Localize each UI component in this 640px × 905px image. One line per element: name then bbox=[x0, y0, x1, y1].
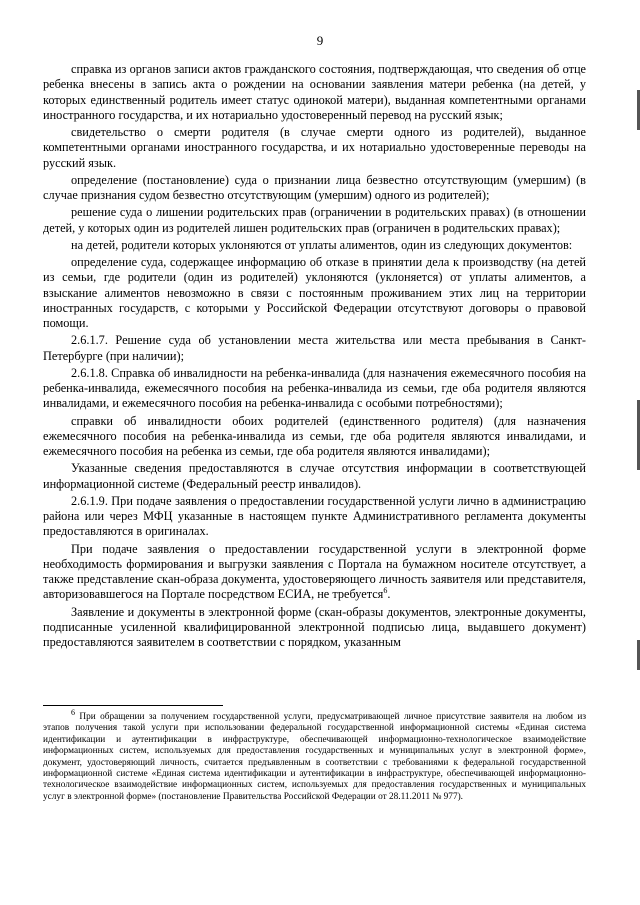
paragraph-text: При подаче заявления о предоставлении государственной услуги в электронной форме необходимость формирования и выгрузки заявления с Портала на бумажном носителе отсутствует, а также представление скан-образа документа, удостоверяющего личность заявителя или представителя, авторизовавшегося на Портале посредством ЕСИА, не требуется bbox=[43, 541, 586, 602]
paragraph: справки об инвалидности обоих родителей (единственного родителя) (для назначения ежемесячного пособия на ребенка-инвалида из семьи, где оба родителя являются инвалидами, и ежемесячного пособия на ребенка из семьи, где оба родителя являются инвалидами); bbox=[43, 413, 586, 458]
paragraph: на детей, родители которых уклоняются от уплаты алиментов, один из следующих документов: bbox=[71, 237, 573, 252]
paragraph: Указанные сведения предоставляются в случае отсутствия информации в соответствующей информационной системе (Федеральный реестр инвалидов). bbox=[43, 461, 586, 491]
paragraph: 2.6.1.9. При подаче заявления о предоставлении государственной услуги лично в администрацию района или через МФЦ указанные в настоящем пункте Административного регламента документы предоставляются в оригиналах. bbox=[43, 493, 586, 539]
body-text bbox=[43, 62, 586, 652]
paragraph: решение суда о лишении родительских прав (ограничении в родительских правах) (в отношении детей, у которых один из родителей лишен родительских прав (ограничен в родительских правах); bbox=[43, 205, 586, 235]
paragraph: определение суда, содержащее информацию об отказе в принятии дела к производству (на детей из семьи, где родители (один из родителей) уклоняются (уклоняется) от уплаты алиментов, а взыскание алиментов невозможно в связи с постоянным проживанием этих лиц на территории иностранных государств, с которыми у Российской Федерации отсутствуют договоры о правовой помощи. bbox=[43, 255, 586, 330]
footnote-ref-marker: 6 bbox=[383, 586, 388, 596]
paragraph: определение (постановление) суда о признании лица безвестно отсутствующим (умершим) (в случае признания судом безвестно отсутствующим (умершим) одного из родителей); bbox=[43, 172, 586, 202]
footnote-text: При обращении за получением государственной услуги, предусматривающей личное присутствие заявителя на любом из этапов получения такой услуги при использовании федеральной государственной информационной системы «Единая система идентификации и аутентификации в инфраструктуре, обеспечивающей информационно-технологическое взаимодействие информационных систем, используемых для предоставления государственных и муниципальных услуг в электронной форме», документ, удостоверяющий личность, считается предъявленным в соответствии с требованиями к федеральной государственной информационной системе «Единая система идентификации и аутентификации в инфраструктуре, обеспечивающей информационно-технологическое взаимодействие информационных систем, используемых для предоставления государственных и муниципальных услуг в электронной форме» (постановление Правительства Российской Федерации от 28.11.2011 № 977). bbox=[43, 712, 586, 802]
footnote-marker: 6 bbox=[71, 707, 75, 717]
paragraph: справка из органов записи актов гражданского состояния, подтверждающая, что сведения об отце ребенка внесены в запись акта о рождении на основании заявления матери ребенка (на детей, у которых единственный родитель имеет статус одинокой матери), выданная компетентными органами иностранного государства, и их нотариально удостоверенный перевод на русский язык; bbox=[43, 62, 586, 122]
paragraph-tail: . bbox=[387, 587, 391, 602]
footnote bbox=[43, 707, 586, 803]
paragraph: свидетельство о смерти родителя (в случае смерти одного из родителей), выданное компетентными органами иностранного государства, и их нотариально удостоверенные переводы на русский язык. bbox=[43, 125, 586, 170]
paragraph-with-footnote-ref bbox=[43, 542, 586, 603]
paragraph: 2.6.1.8. Справка об инвалидности на ребенка-инвалида (для назначения ежемесячного пособия на ребенка-инвалида, ежемесячного пособия на ребенка-инвалида из семьи, где оба родителя являются инвалидами, и ежемесячного пособия на ребенка-инвалида с особыми потребностями); bbox=[43, 365, 586, 411]
page-number: 9 bbox=[316, 33, 324, 48]
footnote-divider bbox=[43, 705, 223, 706]
paragraph: 2.6.1.7. Решение суда об установлении места жительства или места пребывания в Санкт-Петербурге (при наличии); bbox=[43, 333, 586, 363]
paragraph: Заявление и документы в электронной форме (скан-образы документов, электронные документы, подписанные усиленной квалифицированной электронной подписью лица, выдавшего документ) предоставляются заявителем в соответствии с порядком, указанным bbox=[43, 604, 586, 649]
